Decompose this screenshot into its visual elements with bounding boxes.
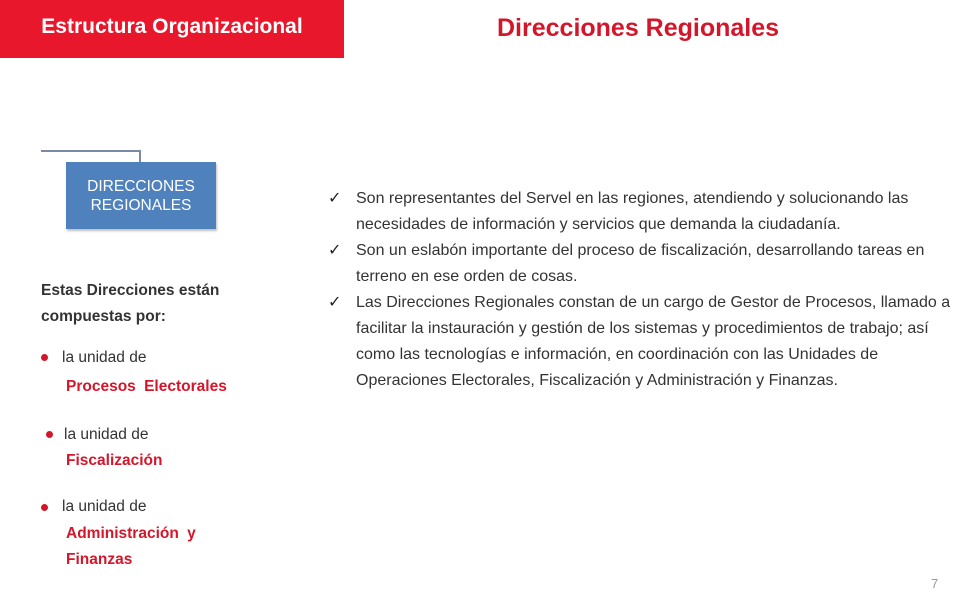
section-tab xyxy=(0,0,344,58)
unit-name: Administración y Finanzas xyxy=(66,525,196,568)
unit-name: Procesos Electorales xyxy=(66,378,227,395)
unit-prefix: la unidad de xyxy=(62,498,147,515)
checkmark-icon: ✓ xyxy=(328,190,342,207)
checkmark-icon: ✓ xyxy=(328,294,342,311)
checklist-item-text: Las Direcciones Regionales constan de un cargo de Gestor de Procesos, llamado a facilitar la instauración y gestión de los sistemas y procedimientos de trabajo; así como las tecnologías e información, en coordinación con las Unidades de Operaciones Electorales, Fiscalización y Administración y Finanzas. xyxy=(356,294,951,389)
bullet-icon xyxy=(41,354,48,361)
checklist-item xyxy=(328,290,952,394)
section-label: Estructura Organizacional xyxy=(41,15,303,38)
unit-name: Fiscalización xyxy=(66,452,163,469)
org-chart-connector xyxy=(41,150,141,162)
checkmark-icon: ✓ xyxy=(328,242,342,259)
org-chart-box xyxy=(66,162,216,229)
checklist-item-text: Son representantes del Servel en las regiones, atendiendo y solucionando las necesidades de información y servicios que demanda la ciudadanía. xyxy=(356,190,909,233)
page-number: 7 xyxy=(931,576,939,591)
units-intro-text: Estas Direcciones están compuestas por: xyxy=(41,282,220,325)
checklist-item xyxy=(328,186,952,238)
description-checklist xyxy=(328,186,952,394)
unit-prefix: la unidad de xyxy=(64,426,149,443)
checklist-item-text: Son un eslabón importante del proceso de fiscalización, desarrollando tareas en terreno en ese orden de cosas. xyxy=(356,242,925,285)
bullet-icon xyxy=(41,504,48,511)
page-title: Direcciones Regionales xyxy=(497,14,780,42)
unit-prefix: la unidad de xyxy=(62,349,147,366)
bullet-icon xyxy=(46,431,53,438)
checklist-item xyxy=(328,238,952,290)
org-chart-box-label: DIRECCIONES REGIONALES xyxy=(87,177,195,214)
